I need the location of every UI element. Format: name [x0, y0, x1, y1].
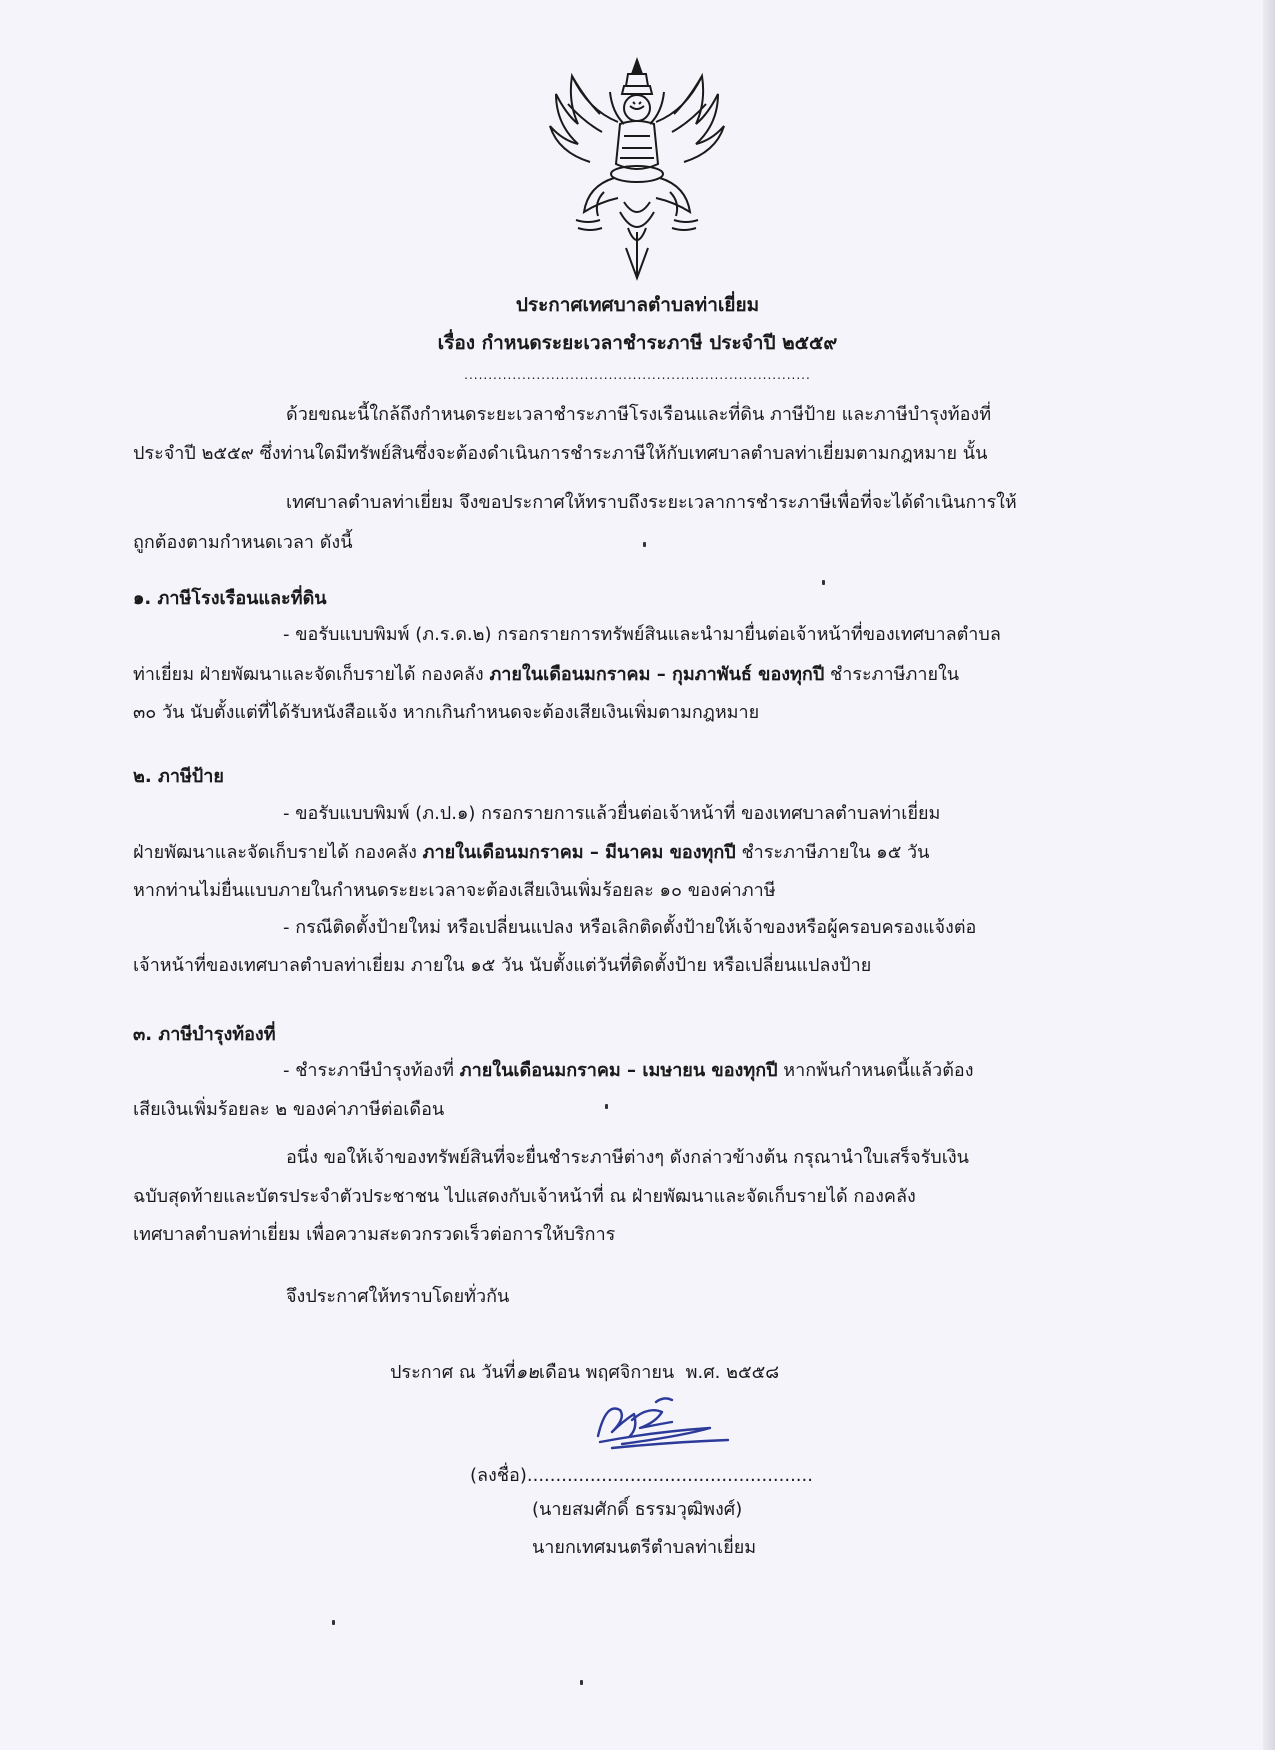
handwritten-signature: [592, 1392, 732, 1454]
section1-line3: ๓๐ วัน นับตั้งแต่ที่ได้รับหนังสือแจ้ง หากเกินกำหนดจะต้องเสียเงินเพิ่มตามกฎหมาย: [133, 702, 760, 723]
section3-line1-post: หากพ้นกำหนดนี้แล้วต้อง: [777, 1060, 974, 1081]
date-line: [390, 1364, 779, 1382]
signatory-name: (นายสมศักดิ์ ธรรมวุฒิพงศ์): [532, 1499, 743, 1520]
section3-line2: เสียเงินเพิ่มร้อยละ ๒ ของค่าภาษีต่อเดือน: [133, 1099, 445, 1120]
garuda-emblem: [528, 52, 746, 284]
date-prefix: ประกาศ ณ วันที่: [390, 1362, 516, 1383]
section1-line2-post: ชำระภาษีภายใน: [824, 664, 960, 685]
section3-line1: [283, 1062, 974, 1080]
section1-line1: - ขอรับแบบพิมพ์ (ภ.ร.ด.๒) กรอกรายการทรัพย์สินและนำมายื่นต่อเจ้าหน้าที่ของเทศบาลตำบล: [283, 624, 1001, 645]
intro-p1-line2: ประจำปี ๒๕๕๙ ซึ่งท่านใดมีทรัพย์สินซึ่งจะต้องดำเนินการชำระภาษีให้กับเทศบาลตำบลท่าเยี่ยมตามกฎหมาย นั้น: [133, 443, 988, 464]
intro-p2-line2: ถูกต้องตามกำหนดเวลา ดังนี้: [133, 532, 353, 553]
date-day: ๑๒: [515, 1362, 539, 1383]
section2-line2-post: ชำระภาษีภายใน ๑๕ วัน: [735, 842, 930, 863]
section1-line2-pre: ท่าเยี่ยม ฝ่ายพัฒนาและจัดเก็บรายได้ กองคลัง: [133, 664, 490, 685]
intro-p2-line1: เทศบาลตำบลท่าเยี่ยม จึงขอประกาศให้ทราบถึงระยะเวลาการชำระภาษีเพื่อที่จะได้ดำเนินการให้: [286, 492, 1017, 513]
section2-line2-pre: ฝ่ายพัฒนาและจัดเก็บรายได้ กองคลัง: [133, 842, 423, 863]
section2-period: ภายในเดือนมกราคม – มีนาคม ของทุกปี: [422, 842, 736, 863]
closing-line3: เทศบาลตำบลท่าเยี่ยม เพื่อความสะดวกรวดเร็วต่อการให้บริการ: [133, 1224, 616, 1245]
scan-speck: [605, 1104, 608, 1109]
signatory-position: นายกเทศมนตรีตำบลท่าเยี่ยม: [532, 1537, 757, 1558]
scan-speck: [580, 1680, 583, 1685]
section2-heading: ๒. ภาษีป้าย: [133, 766, 224, 787]
section2-line4: - กรณีติดตั้งป้ายใหม่ หรือเปลี่ยนแปลง หรือเลิกติดตั้งป้ายให้เจ้าของหรือผู้ครอบครองแจ้งต่อ: [283, 917, 977, 938]
section3-period: ภายในเดือนมกราคม – เมษายน ของทุกปี: [459, 1060, 778, 1081]
date-year: พ.ศ. ๒๕๕๘: [685, 1362, 780, 1383]
scan-speck: [643, 542, 646, 547]
closing-announce: จึงประกาศให้ทราบโดยทั่วกัน: [286, 1286, 510, 1307]
intro-p1-line1: ด้วยขณะนี้ใกล้ถึงกำหนดระยะเวลาชำระภาษีโรงเรือนและที่ดิน ภาษีป้าย และภาษีบำรุงท้องที่: [286, 404, 992, 425]
section1-period: ภายในเดือนมกราคม – กุมภาพันธ์ ของทุกปี: [489, 664, 825, 685]
title-separator: ........................................................................: [464, 368, 811, 382]
section3-heading: ๓. ภาษีบำรุงท้องที่: [133, 1024, 276, 1045]
section2-line5: เจ้าหน้าที่ของเทศบาลตำบลท่าเยี่ยม ภายใน ๑๕ วัน นับตั้งแต่วันที่ติดตั้งป้าย หรือเปลี่ยนแปลงป้าย: [133, 955, 872, 976]
closing-line2: ฉบับสุดท้ายและบัตรประจำตัวประชาชน ไปแสดงกับเจ้าหน้าที่ ณ ฝ่ายพัฒนาและจัดเก็บรายได้ กองคลัง: [133, 1186, 916, 1207]
document-subject: เรื่อง กำหนดระยะเวลาชำระภาษี ประจำปี ๒๕๕๙: [437, 332, 838, 354]
section3-line1-pre: - ชำระภาษีบำรุงท้องที่: [283, 1060, 460, 1081]
section2-line1: - ขอรับแบบพิมพ์ (ภ.ป.๑) กรอกรายการแล้วยื่นต่อเจ้าหน้าที่ ของเทศบาลตำบลท่าเยี่ยม: [283, 803, 941, 824]
date-month: เดือน พฤศจิกายน: [538, 1362, 675, 1383]
document-title: ประกาศเทศบาลตำบลท่าเยี่ยม: [515, 294, 760, 316]
scan-speck: [332, 1620, 335, 1625]
page-edge-shadow: [1263, 0, 1275, 1750]
scan-speck: [822, 580, 825, 585]
section2-line3: หากท่านไม่ยื่นแบบภายในกำหนดระยะเวลาจะต้องเสียเงินเพิ่มร้อยละ ๑๐ ของค่าภาษี: [133, 880, 776, 901]
section2-line2: [133, 844, 929, 862]
closing-line1: อนึ่ง ขอให้เจ้าของทรัพย์สินที่จะยื่นชำระภาษีต่างๆ ดังกล่าวข้างต้น กรุณานำใบเสร็จรับเงิน: [286, 1147, 969, 1168]
section1-heading: ๑. ภาษีโรงเรือนและที่ดิน: [133, 588, 327, 609]
signature-line: (ลงชื่อ)..................................................: [470, 1465, 813, 1486]
section1-line2: [133, 666, 959, 684]
